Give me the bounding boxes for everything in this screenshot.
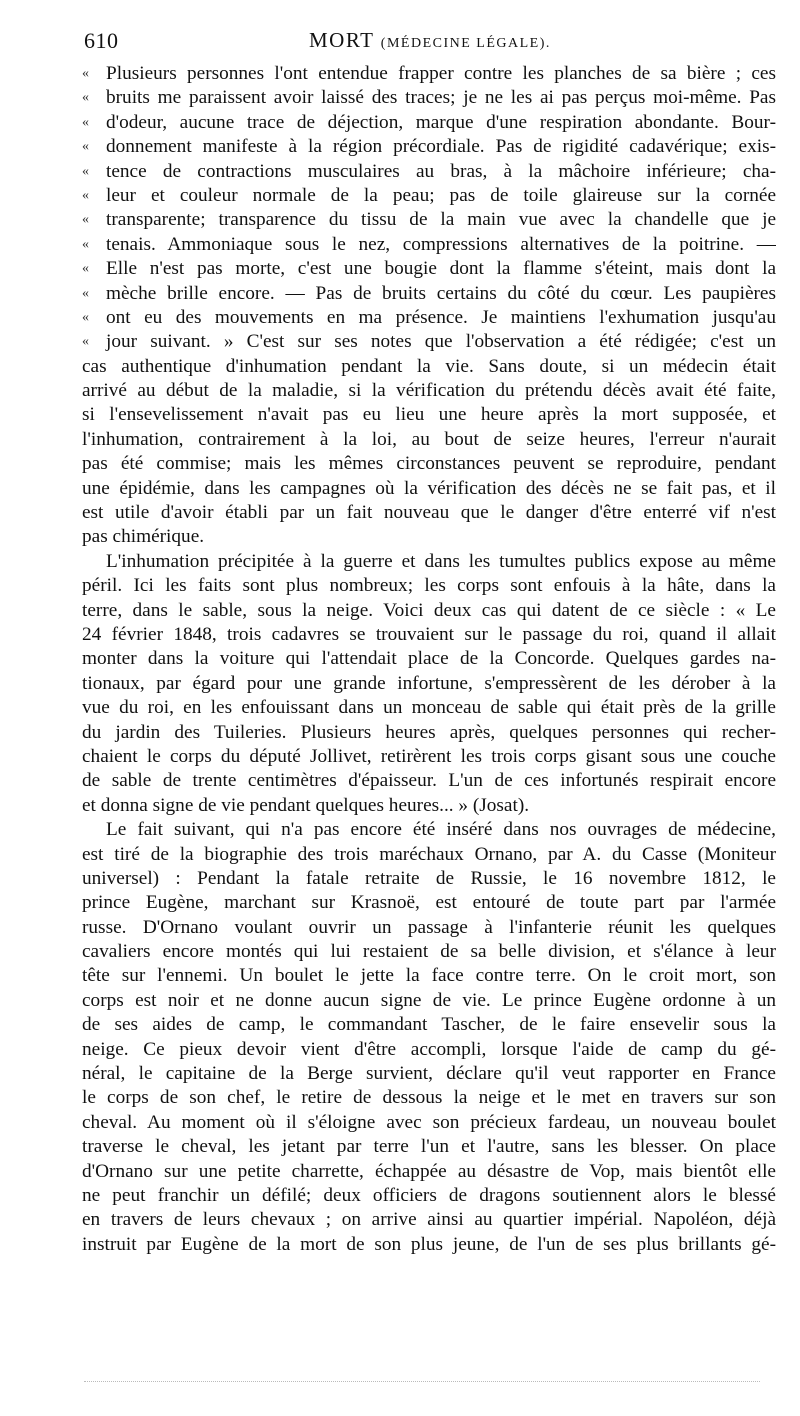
text-line xyxy=(82,940,776,964)
line-text: neige. Ce pieux devoir vient d'être accompli, lorsque l'aide de camp du gé- xyxy=(82,1038,776,1060)
line-text: bruits me paraissent avoir laissé des traces; je ne les ai pas perçus moi-même. Pas xyxy=(106,87,776,109)
text-line xyxy=(82,282,776,306)
text-line xyxy=(82,1184,776,1208)
text-line xyxy=(82,867,776,891)
line-text: et donna signe de vie pendant quelques heures... » (Josat). xyxy=(82,794,530,816)
text-line xyxy=(82,769,776,793)
text-line xyxy=(82,721,776,745)
text-line xyxy=(82,257,776,281)
line-text: jour suivant. » C'est sur ses notes que l'observation a été rédigée; c'est un xyxy=(106,331,776,353)
line-text: chaient le corps du député Jollivet, retirèrent les trois corps gisant sous une couche xyxy=(82,745,776,767)
line-text: instruit par Eugène de la mort de son plus jeune, de l'un de ses plus brillants gé- xyxy=(82,1233,776,1255)
text-line xyxy=(82,574,776,598)
line-text: une épidémie, dans les campagnes où la vérification des décès ne se fait pas, et il xyxy=(82,477,776,499)
text-line xyxy=(82,1038,776,1062)
line-text: en travers de leurs chevaux ; on arrive ainsi au quartier impérial. Napoléon, déjà xyxy=(82,1209,776,1231)
quote-mark: « xyxy=(82,261,89,277)
quote-mark: « xyxy=(82,139,89,155)
text-line xyxy=(82,672,776,696)
text-line xyxy=(82,208,776,232)
line-text: est utile d'avoir établi par un fait nouveau que le danger d'être enterré vif n'est xyxy=(82,502,776,524)
line-text: traverse le cheval, les jetant par terre l'un et l'autre, sans les blesser. On place xyxy=(82,1136,776,1158)
line-text: tenais. Ammoniaque sous le nez, compressions alternatives de la poitrine. — xyxy=(106,233,776,255)
page-number: 610 xyxy=(84,28,119,53)
line-text: de ses aides de camp, le commandant Tascher, de le faire ensevelir sous la xyxy=(82,1014,776,1036)
line-text: ont eu des mouvements en ma présence. Je maintiens l'exhumation jusqu'au xyxy=(106,306,776,328)
text-line xyxy=(82,233,776,257)
quote-mark: « xyxy=(82,334,89,350)
text-line xyxy=(82,989,776,1013)
line-text: tionaux, par égard pour une grande infortune, s'empressèrent de les dérober à la xyxy=(82,672,776,694)
text-line xyxy=(82,1086,776,1110)
quote-mark: « xyxy=(82,187,89,203)
line-text: l'inhumation, contrairement à la loi, au bout de seize heures, l'erreur n'aurait xyxy=(82,428,776,450)
page-header xyxy=(84,22,774,56)
text-line xyxy=(82,964,776,988)
line-text: donnement manifeste à la région précordiale. Pas de rigidité cadavérique; exis- xyxy=(106,136,776,158)
text-line xyxy=(82,696,776,720)
text-line xyxy=(82,745,776,769)
footer-rule xyxy=(84,1381,760,1382)
text-line xyxy=(82,818,776,842)
line-text: cas authentique d'inhumation pendant la vie. Sans doute, si un médecin était xyxy=(82,355,776,377)
text-line xyxy=(82,1160,776,1184)
line-text: mèche brille encore. — Pas de bruits certains du côté du cœur. Les paupières xyxy=(106,282,776,304)
line-text: vue du roi, en les enfouissant dans un monceau de sable qui était près de la grille xyxy=(82,697,776,719)
line-text: pas été commise; mais les mêmes circonstances peuvent se reproduire, pendant xyxy=(82,453,776,475)
text-line xyxy=(82,550,776,574)
line-text: du jardin des Tuileries. Plusieurs heures après, quelques personnes qui recher- xyxy=(82,721,776,743)
text-line xyxy=(82,379,776,403)
quote-mark: « xyxy=(82,236,89,252)
text-line xyxy=(82,86,776,110)
text-line xyxy=(82,306,776,330)
line-text: prince Eugène, marchant sur Krasnoë, est entouré de toute part par l'armée xyxy=(82,892,776,914)
text-line xyxy=(82,623,776,647)
text-line xyxy=(82,403,776,427)
text-line xyxy=(82,62,776,86)
line-text: cavaliers encore montés qui lui restaient de sa belle division, et s'élance à leur xyxy=(82,941,776,963)
quote-mark: « xyxy=(82,66,89,81)
text-line xyxy=(82,452,776,476)
quote-mark: « xyxy=(82,90,89,106)
line-text: Elle n'est pas morte, c'est une bougie dont la flamme s'éteint, mais dont la xyxy=(106,258,776,280)
text-line xyxy=(82,330,776,354)
quote-mark: « xyxy=(82,285,89,301)
text-line xyxy=(82,135,776,159)
line-text: tête sur l'ennemi. Un boulet le jette la face contre terre. On le croit mort, son xyxy=(82,965,776,987)
line-text: L'inhumation précipitée à la guerre et dans les tumultes publics expose au même xyxy=(106,550,776,572)
quote-mark: « xyxy=(82,163,89,179)
text-line xyxy=(82,794,776,818)
text-line xyxy=(82,1233,776,1257)
line-text: terre, dans le sable, sous la neige. Voici deux cas qui datent de ce siècle : « Le xyxy=(82,599,776,621)
text-line xyxy=(82,599,776,623)
line-text: monter dans la voiture qui l'attendait place de la Concorde. Quelques gardes na- xyxy=(82,648,776,670)
text-line xyxy=(82,160,776,184)
quote-mark: « xyxy=(82,212,89,228)
text-line xyxy=(82,525,776,549)
text-line xyxy=(82,891,776,915)
quote-mark: « xyxy=(82,114,89,130)
text-line xyxy=(82,428,776,452)
line-text: d'Ornano sur une petite charrette, échappée au désastre de Vop, mais bientôt elle xyxy=(82,1160,776,1182)
text-line xyxy=(82,1208,776,1232)
line-text: corps est noir et ne donne aucun signe de vie. Le prince Eugène ordonne à un xyxy=(82,989,776,1011)
line-text: est tiré de la biographie des trois maréchaux Ornano, par A. du Casse (Moniteur xyxy=(82,843,776,865)
text-line xyxy=(82,1111,776,1135)
line-text: le corps de son chef, le retire de dessous la neige et le met en travers sur son xyxy=(82,1087,776,1109)
line-text: universel) : Pendant la fatale retraite de Russie, le 16 novembre 1812, le xyxy=(82,867,776,889)
text-line xyxy=(82,916,776,940)
line-text: Le fait suivant, qui n'a pas encore été inséré dans nos ouvrages de médecine, xyxy=(106,819,776,841)
body-text xyxy=(82,62,776,1257)
line-text: si l'ensevelissement n'avait pas eu lieu une heure après la mort supposée, et xyxy=(82,404,776,426)
line-text: 24 février 1848, trois cadavres se trouvaient sur le passage du roi, quand il allait xyxy=(82,623,776,645)
line-text: tence de contractions musculaires au bras, à la mâchoire inférieure; cha- xyxy=(106,160,776,182)
line-text: cheval. Au moment où il s'éloigne avec son précieux fardeau, un nouveau boulet xyxy=(82,1111,776,1133)
text-line xyxy=(82,647,776,671)
running-head-title: MORT xyxy=(309,28,375,52)
line-text: transparente; transparence du tissu de la main vue avec la chandelle que je xyxy=(106,209,776,231)
line-text: de sable de trente centimètres d'épaisseur. L'un de ces infortunés respirait encore xyxy=(82,770,776,792)
text-line xyxy=(82,184,776,208)
line-text: néral, le capitaine de la Berge survient, déclare qu'il veut rapporter en France xyxy=(82,1063,776,1085)
text-line xyxy=(82,111,776,135)
line-text: pas chimérique. xyxy=(82,526,205,548)
text-line xyxy=(82,1062,776,1086)
line-text: russe. D'Ornano voulant ouvrir un passage à l'infanterie réunit les quelques xyxy=(82,916,776,938)
line-text: d'odeur, aucune trace de déjection, marque d'une respiration abondante. Bour- xyxy=(106,111,776,133)
line-text: Plusieurs personnes l'ont entendue frapper contre les planches de sa bière ; ces xyxy=(106,63,776,84)
text-line xyxy=(82,843,776,867)
running-head xyxy=(309,28,551,53)
text-line xyxy=(82,501,776,525)
text-line xyxy=(82,355,776,379)
line-text: leur et couleur normale de la peau; pas de toile glaireuse sur la cornée xyxy=(106,184,776,206)
text-line xyxy=(82,1013,776,1037)
quote-mark: « xyxy=(82,309,89,325)
text-line xyxy=(82,1135,776,1159)
line-text: arrivé au début de la maladie, si la vérification du prétendu décès avait été faite, xyxy=(82,380,776,402)
text-line xyxy=(82,477,776,501)
line-text: ne peut franchir un défilé; deux officiers de dragons soutiennent alors le blessé xyxy=(82,1184,776,1206)
line-text: péril. Ici les faits sont plus nombreux; les corps sont enfouis à la hâte, dans la xyxy=(82,575,776,597)
running-head-subtitle: (MÉDECINE LÉGALE). xyxy=(380,36,551,51)
